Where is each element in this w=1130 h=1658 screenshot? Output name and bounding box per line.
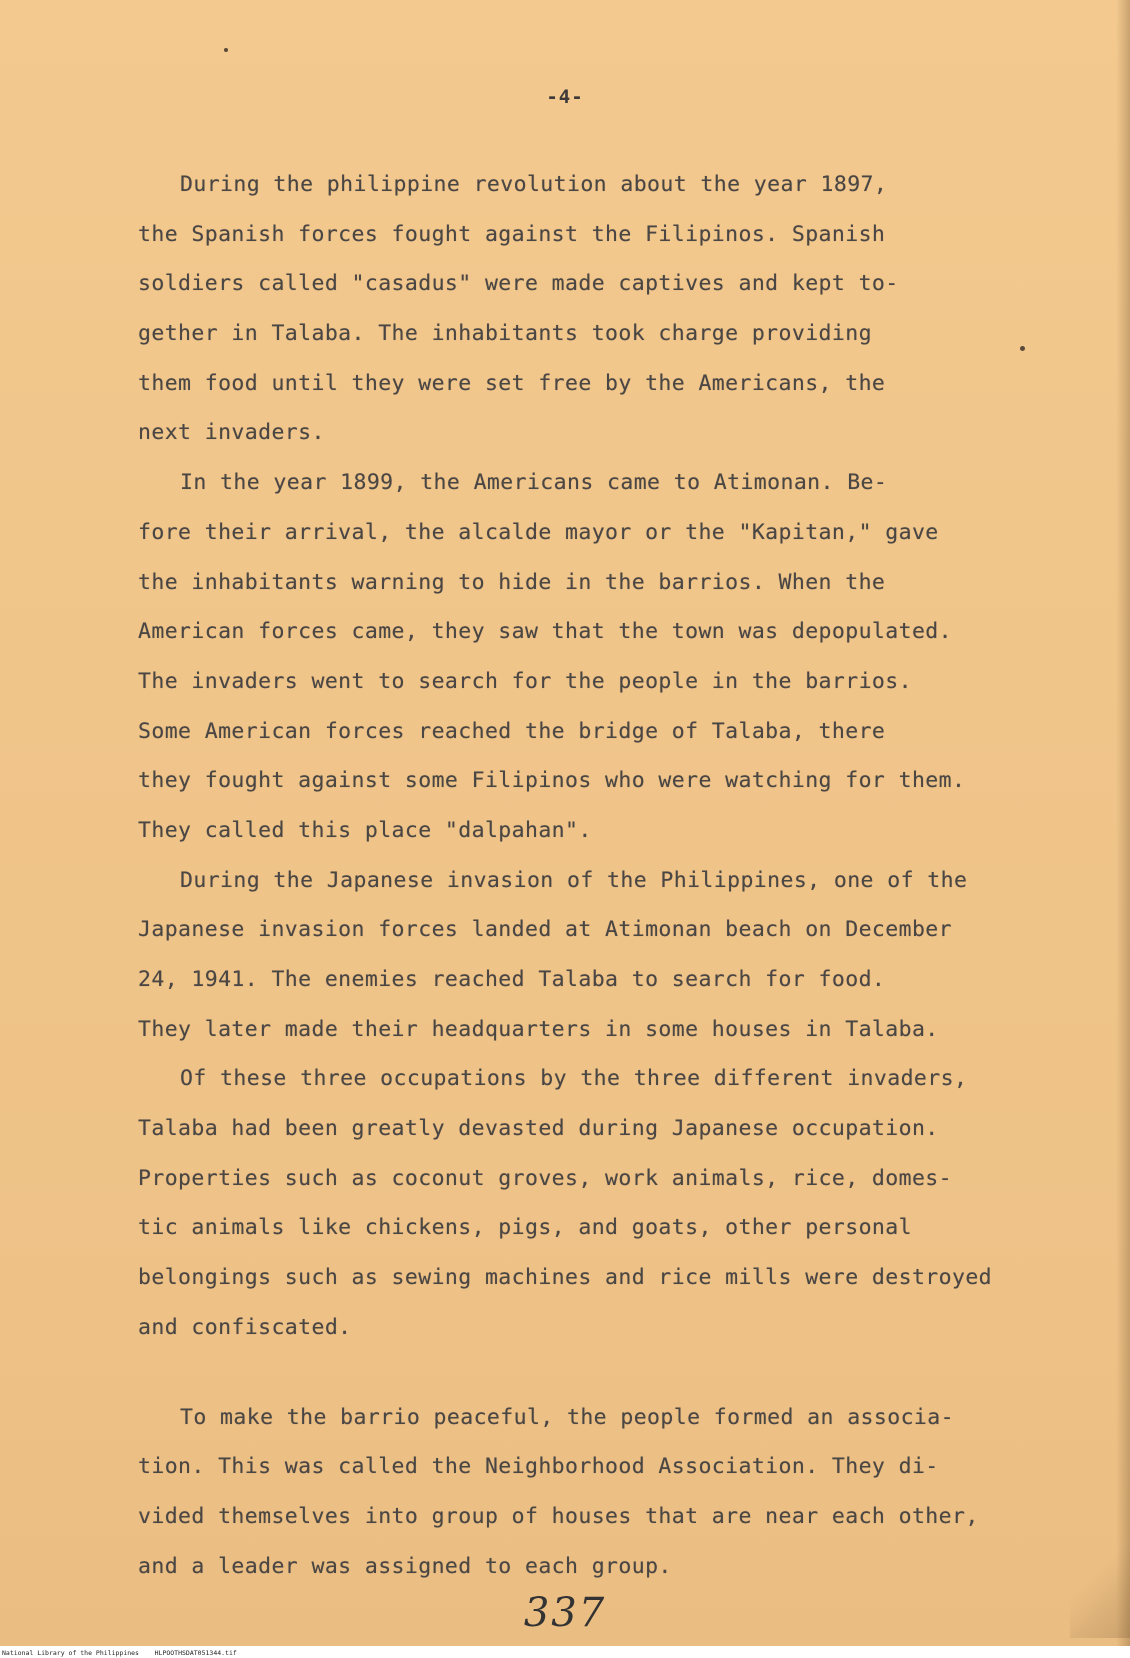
text-line: vided themselves into group of houses that are near each other, (138, 1503, 979, 1529)
paragraph (138, 160, 1068, 458)
text-line: 24, 1941. The enemies reached Talaba to search for food. (138, 967, 886, 992)
paper-speck (224, 48, 228, 52)
text-line: They later made their headquarters in some houses in Talaba. (138, 1016, 939, 1042)
text-line: The invaders went to search for the people in the barrios. (138, 668, 912, 694)
text-line: them food until they were set free by the Americans, the (138, 370, 886, 396)
paragraph (138, 458, 1068, 856)
text-line: During the philippine revolution about the year 1897, (180, 172, 888, 197)
text-line: the inhabitants warning to hide in the barrios. When the (138, 569, 886, 595)
text-line: American forces came, they saw that the town was depopulated. (138, 619, 952, 645)
text-line: gether in Talaba. The inhabitants took charge providing (138, 321, 872, 347)
text-line: fore their arrival, the alcalde mayor or the "Kapitan," gave (138, 519, 939, 545)
text-line: During the Japanese invasion of the Philippines, one of the (180, 867, 968, 893)
text-line: Japanese invasion forces landed at Atimonan beach on December (138, 917, 952, 943)
paragraph (138, 1393, 1068, 1592)
text-line: Some American forces reached the bridge of Talaba, there (138, 718, 886, 744)
footer-strip (0, 1646, 1130, 1658)
text-line: and a leader was assigned to each group. (138, 1553, 672, 1579)
document-body (138, 160, 1068, 1591)
handwritten-page-number: 337 (523, 1590, 607, 1636)
footer-archive-label: National Library of the Philippines HLPOOTHSDAT051344.tif (2, 1649, 237, 1657)
text-line: they fought against some Filipinos who were watching for them. (138, 768, 966, 794)
paragraph (138, 1054, 1068, 1352)
text-line: and confiscated. (138, 1314, 352, 1340)
text-line: tion. This was called the Neighborhood Association. They di- (138, 1454, 939, 1480)
text-line: Of these three occupations by the three different invaders, (180, 1066, 968, 1092)
page-edge-shadow (1116, 0, 1130, 1658)
text-line: soldiers called "casadus" were made captives and kept to- (138, 271, 899, 297)
text-line: In the year 1899, the Americans came to Atimonan. Be- (180, 470, 888, 496)
paragraph-gap (138, 1353, 1068, 1393)
text-line: tic animals like chickens, pigs, and goats, other personal (138, 1215, 912, 1241)
text-line: They called this place "dalpahan". (138, 817, 592, 843)
text-line: next invaders. (138, 420, 325, 446)
text-line: belongings such as sewing machines and rice mills were destroyed (138, 1265, 993, 1291)
text-line: Talaba had been greatly devasted during Japanese occupation. (138, 1116, 939, 1142)
text-line: the Spanish forces fought against the Filipinos. Spanish (138, 221, 886, 247)
paragraph (138, 856, 1068, 1055)
text-line: To make the barrio peaceful, the people formed an associa- (180, 1404, 954, 1430)
page-number: -4- (546, 86, 584, 108)
text-line: Properties such as coconut groves, work animals, rice, domes- (138, 1165, 952, 1191)
